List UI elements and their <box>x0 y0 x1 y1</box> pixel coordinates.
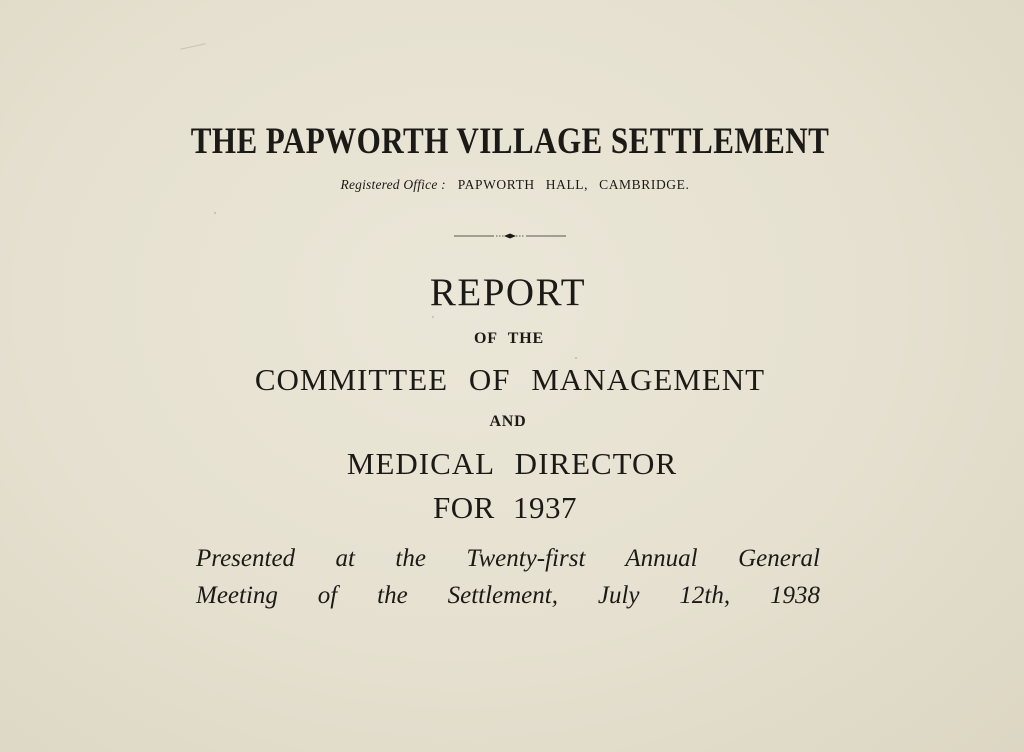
committee-heading: COMMITTEE OF MANAGEMENT <box>254 362 766 397</box>
settlement-title: THE PAPWORTH VILLAGE SETTLEMENT <box>190 121 830 162</box>
paper-speck <box>214 212 216 214</box>
registered-office-label: Registered Office : <box>340 177 446 192</box>
presentation-line-2: Meeting of the Settlement, July 12th, 1938 <box>196 582 820 609</box>
and-text: AND <box>489 413 527 430</box>
paper-speck <box>432 316 434 318</box>
medical-director-heading: MEDICAL DIRECTOR <box>346 446 678 481</box>
paper-speck <box>575 357 577 359</box>
report-year: FOR 1937 <box>432 490 578 525</box>
report-heading: REPORT <box>429 271 587 314</box>
presentation-line-1: Presented at the Twenty-first Annual General <box>196 545 820 572</box>
ornamental-divider <box>454 233 566 239</box>
registered-office-line <box>3 177 1024 193</box>
of-the-text: OF THE <box>474 330 544 347</box>
paper-mark <box>180 43 206 49</box>
registered-office-address: PAPWORTH HALL, CAMBRIDGE. <box>457 177 690 192</box>
